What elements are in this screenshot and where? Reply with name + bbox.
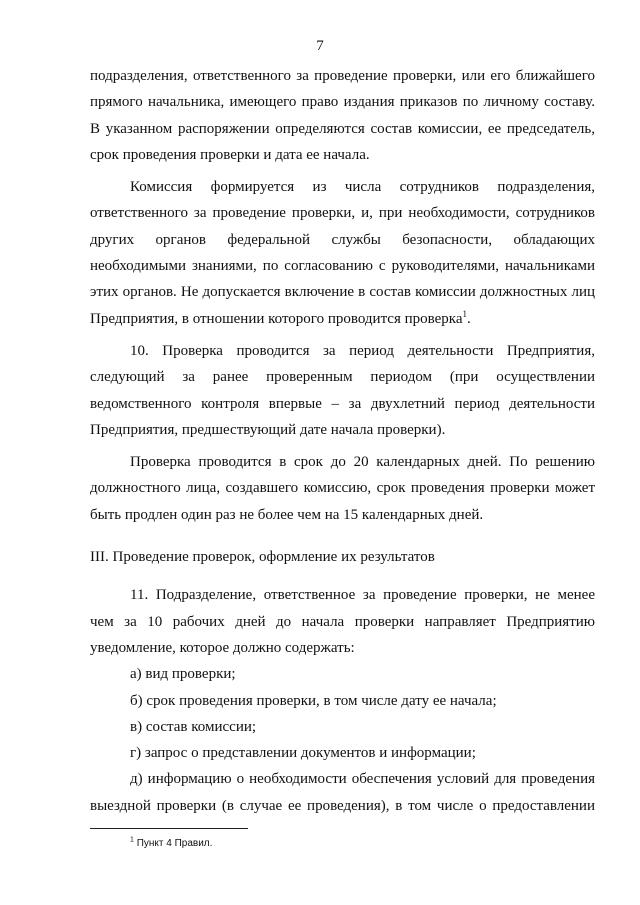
paragraph-2-tail: . [467, 310, 471, 327]
paragraph-6: д) информацию о необходимости обеспечения условий для проведения выездной проверки (в случае ее проведения), в том числе о предоставлении [90, 771, 595, 814]
list-item: г) запрос о представлении документов и информации; [130, 745, 476, 762]
section-heading: III. Проведение проверок, оформление их результатов [90, 549, 435, 566]
list-item: а) вид проверки; [130, 666, 236, 683]
paragraph-2 [90, 174, 595, 332]
page-number: 7 [316, 38, 324, 54]
paragraph-5: 11. Подразделение, ответственное за проведение проверки, не менее чем за 10 рабочих дней до начала проверки направляет Предприятию уведомление, которое должно содержать: [90, 587, 595, 656]
paragraph-4: Проверка проводится в срок до 20 календарных дней. По решению должностного лица, создавшего комиссию, срок проведения проверки может быть продлен один раз не более чем на 15 календарных дней. [90, 454, 595, 523]
list-item: в) состав комиссии; [130, 718, 257, 735]
footnote-reference: 1 [462, 308, 468, 319]
paragraph-2-text: Комиссия формируется из числа сотрудников подразделения, ответственного за проведение проверки, и, при необходимости, сотрудников других органов федеральной службы безопасности, обладающих необходимыми знаниями, по согласованию с руководителями, начальниками этих органов. Не допускается включение в состав комиссии должностных лиц Предприятия, в отношении которого проводится проверка [90, 179, 595, 327]
footnote-divider [90, 828, 248, 829]
footnote-marker: 1 [130, 836, 134, 844]
document-body [90, 63, 595, 819]
footnote [130, 838, 212, 849]
paragraph-3: 10. Проверка проводится за период деятельности Предприятия, следующий за ранее проверенным периодом (при осуществлении ведомственного контроля впервые – за двухлетний период деятельности Предприятия, предшествующий дате начала проверки). [90, 342, 595, 438]
footnote-text: Пункт 4 Правил. [136, 838, 213, 849]
list-item: б) срок проведения проверки, в том числе дату ее начала; [130, 692, 497, 709]
paragraph-1: подразделения, ответственного за проведение проверки, или его ближайшего прямого начальника, имеющего право издания приказов по личному составу. В указанном распоряжении определяются состав комиссии, ее председатель, срок проведения проверки и дата ее начала. [90, 68, 595, 163]
